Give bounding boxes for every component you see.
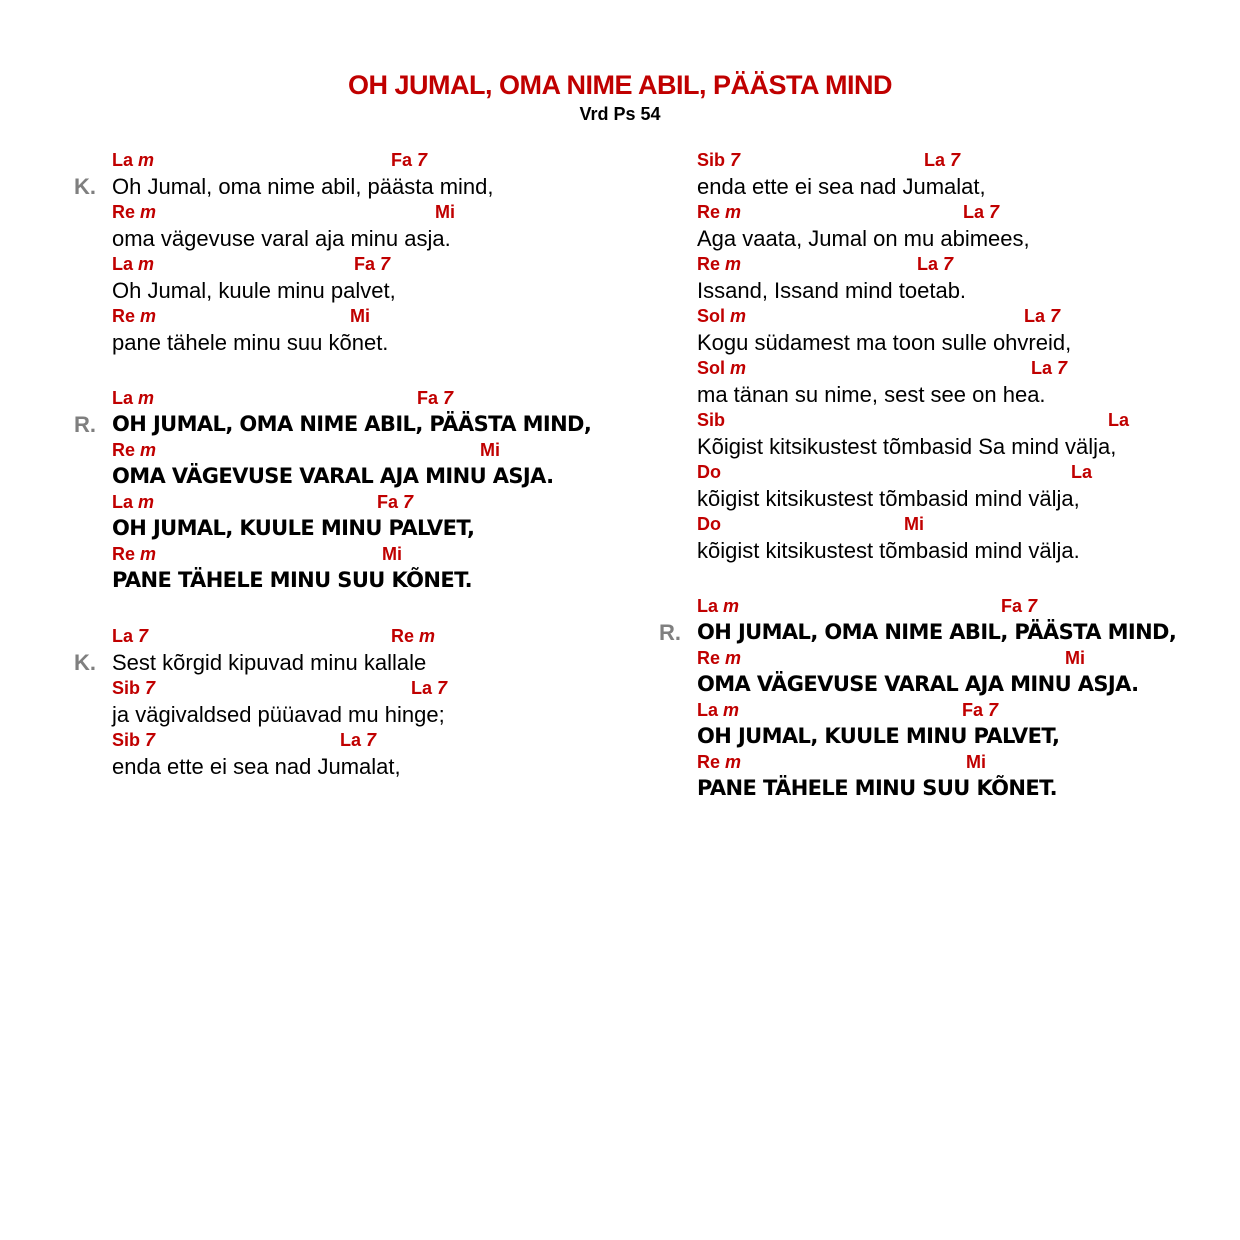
chord-row xyxy=(112,148,712,172)
lyric-line: ma tänan su nime, sest see on hea. xyxy=(697,382,1046,407)
chord: Mi xyxy=(382,544,402,564)
lyric-line: oma vägevuse varal aja minu asja. xyxy=(112,226,451,251)
chord: Mi xyxy=(1065,648,1085,668)
chord: Re m xyxy=(112,544,157,564)
song-line xyxy=(112,252,692,304)
chord: La m xyxy=(112,254,155,274)
chord-row xyxy=(112,304,712,328)
lyric-line: PANE TÄHELE MINU SUU KÕNET. xyxy=(112,568,473,592)
song-line xyxy=(112,386,692,438)
chord-row xyxy=(697,304,1240,328)
chord-row xyxy=(112,542,712,566)
chord: Do xyxy=(697,462,721,482)
chord-row xyxy=(112,386,712,410)
song-line xyxy=(697,698,1240,750)
chord: La m xyxy=(112,388,155,408)
chord: La xyxy=(1108,410,1130,430)
song-line xyxy=(112,304,692,356)
chord-row xyxy=(697,408,1240,432)
chord-row xyxy=(697,646,1240,670)
chord: Re m xyxy=(697,648,742,668)
chord: La 7 xyxy=(112,626,149,646)
chord: Fa 7 xyxy=(1001,596,1038,616)
lyric-line: OH JUMAL, KUULE MINU PALVET, xyxy=(697,724,1060,748)
verse-block xyxy=(74,624,692,780)
chord: Fa 7 xyxy=(377,492,414,512)
chord: Sol m xyxy=(697,358,747,378)
chord: Re m xyxy=(391,626,436,646)
chord-row xyxy=(697,460,1240,484)
chord-row xyxy=(112,490,712,514)
song-line xyxy=(112,542,692,594)
chord: Re m xyxy=(697,254,742,274)
refrain-block xyxy=(74,386,692,594)
chord: Mi xyxy=(435,202,455,222)
lyric-line: OMA VÄGEVUSE VARAL AJA MINU ASJA. xyxy=(697,672,1139,696)
chord: La 7 xyxy=(917,254,954,274)
chord: La m xyxy=(112,150,155,170)
song-line xyxy=(697,512,1240,564)
chord: La xyxy=(1071,462,1093,482)
chord: Sib xyxy=(697,410,726,430)
lyric-line: OMA VÄGEVUSE VARAL AJA MINU ASJA. xyxy=(112,464,554,488)
chord: Re m xyxy=(112,440,157,460)
chord: La 7 xyxy=(411,678,448,698)
chord: Do xyxy=(697,514,721,534)
song-title: OH JUMAL, OMA NIME ABIL, PÄÄSTA MIND xyxy=(348,70,892,100)
song-line xyxy=(112,438,692,490)
chord-row xyxy=(697,148,1240,172)
lyric-line: Kogu südamest ma toon sulle ohvreid, xyxy=(697,330,1072,355)
chord: La 7 xyxy=(924,150,961,170)
song-subtitle: Vrd Ps 54 xyxy=(579,104,661,124)
left-column xyxy=(74,148,692,810)
song-line xyxy=(697,408,1240,460)
song-line xyxy=(112,200,692,252)
song-line xyxy=(112,624,692,676)
lyric-line: Oh Jumal, kuule minu palvet, xyxy=(112,278,396,303)
chord: Sib 7 xyxy=(697,150,741,170)
chord: Sol m xyxy=(697,306,747,326)
refrain-marker: R. xyxy=(74,412,96,437)
chord: La m xyxy=(697,700,740,720)
lyric-line: OH JUMAL, OMA NIME ABIL, PÄÄSTA MIND, xyxy=(112,412,592,436)
chord-row xyxy=(112,200,712,224)
chord-row xyxy=(112,676,712,700)
lyric-line: Oh Jumal, oma nime abil, päästa mind, xyxy=(112,174,494,199)
chord: Mi xyxy=(904,514,924,534)
verse-marker: K. xyxy=(74,174,96,199)
song-line xyxy=(697,200,1240,252)
song-line xyxy=(697,252,1240,304)
verse-marker: K. xyxy=(74,650,96,675)
lyric-line: pane tähele minu suu kõnet. xyxy=(112,330,389,355)
song-line xyxy=(112,728,692,780)
lyric-line: PANE TÄHELE MINU SUU KÕNET. xyxy=(697,776,1058,800)
song-line xyxy=(697,750,1240,802)
lyric-line: ja vägivaldsed püüavad mu hinge; xyxy=(112,702,445,727)
chord-row xyxy=(697,356,1240,380)
chord: La 7 xyxy=(340,730,377,750)
chord: Mi xyxy=(966,752,986,772)
chord: Fa 7 xyxy=(354,254,391,274)
chord-row xyxy=(112,252,712,276)
chord-row xyxy=(112,728,712,752)
chord-row xyxy=(697,698,1240,722)
chord: La 7 xyxy=(1031,358,1068,378)
lyric-line: kõigist kitsikustest tõmbasid mind välja, xyxy=(697,486,1080,511)
chord: Fa 7 xyxy=(417,388,454,408)
chord-row xyxy=(112,624,712,648)
chord-row xyxy=(697,200,1240,224)
refrain-marker: R. xyxy=(659,620,681,645)
chord: Sib 7 xyxy=(112,678,156,698)
chord: La m xyxy=(112,492,155,512)
song-line xyxy=(112,676,692,728)
lyric-line: OH JUMAL, OMA NIME ABIL, PÄÄSTA MIND, xyxy=(697,620,1177,644)
chord-row xyxy=(697,512,1240,536)
chord: Fa 7 xyxy=(391,150,428,170)
chord-row xyxy=(697,750,1240,774)
song-line xyxy=(112,148,692,200)
song-line xyxy=(697,594,1240,646)
lyric-line: Sest kõrgid kipuvad minu kallale xyxy=(112,650,427,675)
lyric-line: Issand, Issand mind toetab. xyxy=(697,278,967,303)
refrain-block xyxy=(659,594,1240,802)
chord: Sib 7 xyxy=(112,730,156,750)
song-line xyxy=(697,148,1240,200)
chord: Re m xyxy=(112,306,157,326)
chord: Re m xyxy=(112,202,157,222)
chord: Fa 7 xyxy=(962,700,999,720)
song-line xyxy=(697,460,1240,512)
chord: Mi xyxy=(480,440,500,460)
chord-row xyxy=(112,438,712,462)
chord: La 7 xyxy=(963,202,1000,222)
chord: Re m xyxy=(697,752,742,772)
song-line xyxy=(697,646,1240,698)
song-line xyxy=(697,356,1240,408)
lyric-line: Aga vaata, Jumal on mu abimees, xyxy=(697,226,1030,251)
verse-block xyxy=(74,148,692,356)
chord: La 7 xyxy=(1024,306,1061,326)
lyric-line: enda ette ei sea nad Jumalat, xyxy=(112,754,401,779)
chord: Mi xyxy=(350,306,370,326)
chord-row xyxy=(697,594,1240,618)
chord: La m xyxy=(697,596,740,616)
chord: Re m xyxy=(697,202,742,222)
song-line xyxy=(697,304,1240,356)
right-column xyxy=(659,148,1240,832)
chord-row xyxy=(697,252,1240,276)
verse-block-continued xyxy=(697,148,1240,564)
song-line xyxy=(112,490,692,542)
lyric-line: OH JUMAL, KUULE MINU PALVET, xyxy=(112,516,475,540)
lyric-line: Kõigist kitsikustest tõmbasid Sa mind välja, xyxy=(697,434,1117,459)
lyric-line: enda ette ei sea nad Jumalat, xyxy=(697,174,986,199)
lyric-line: kõigist kitsikustest tõmbasid mind välja. xyxy=(697,538,1080,563)
